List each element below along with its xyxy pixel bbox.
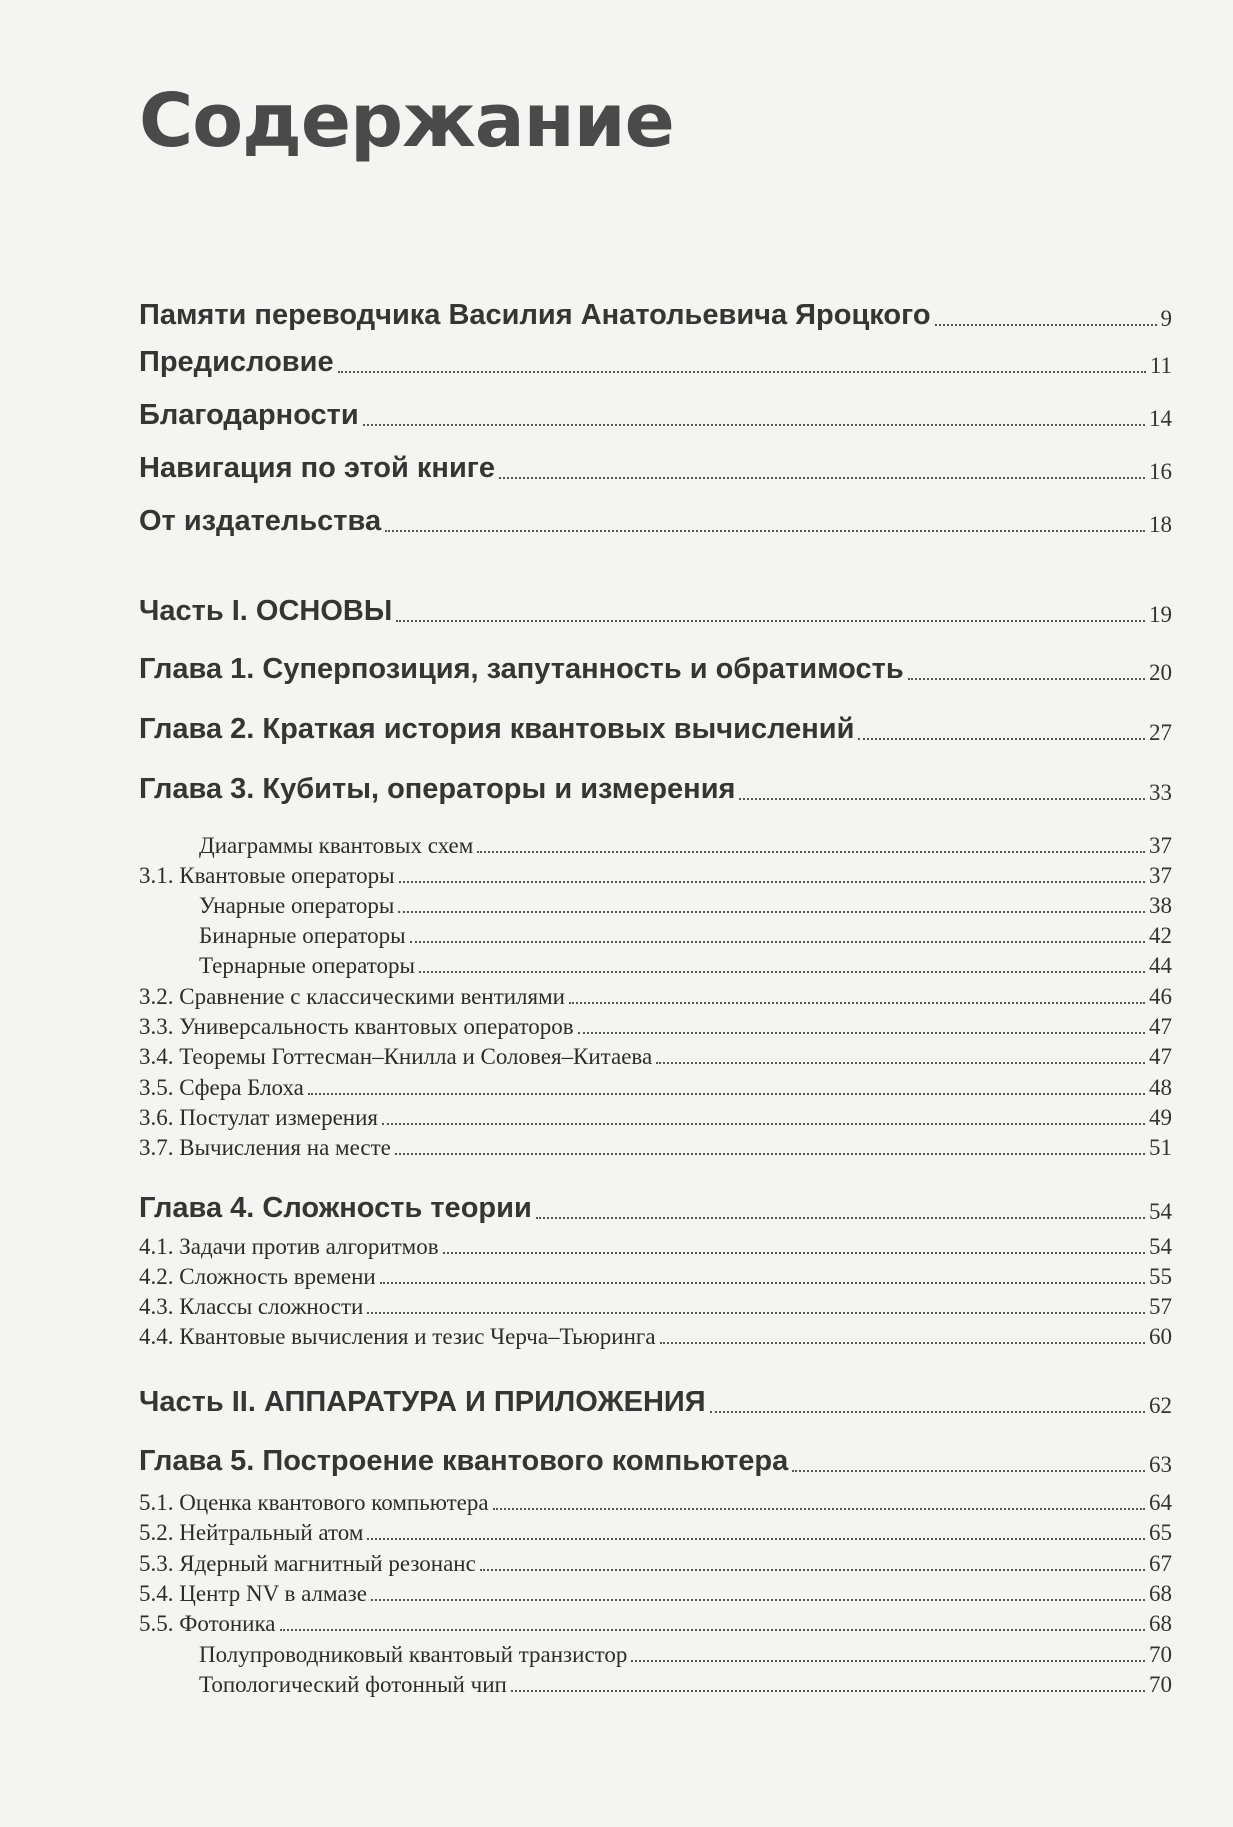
toc-entry-label: 5.5. Фотоника (139, 1611, 276, 1636)
toc-entry (139, 292, 1172, 332)
page-title: Содержание (139, 78, 674, 164)
dot-leader (578, 1032, 1145, 1034)
dot-leader (935, 324, 1157, 326)
dot-leader (280, 1629, 1145, 1631)
toc-entry (139, 1379, 1172, 1419)
toc-entry-label: 4.4. Квантовые вычисления и тезис Черча–Тьюринга (139, 1324, 656, 1349)
toc-entry (139, 889, 1172, 919)
toc-entry (139, 1101, 1172, 1131)
toc-entry (139, 919, 1172, 949)
toc-entry-label: 3.4. Теоремы Готтесман–Книлла и Соловея–Китаева (139, 1044, 653, 1069)
toc-entry (139, 1131, 1172, 1161)
toc-entry-label: Бинарные операторы (199, 923, 406, 948)
toc-entry (139, 498, 1172, 538)
toc-entry-page: 63 (1149, 1452, 1172, 1477)
toc-entry (139, 1320, 1172, 1350)
toc-entry-label: 3.3. Универсальность квантовых операторов (139, 1014, 574, 1039)
dot-leader (399, 881, 1145, 883)
dot-leader (499, 477, 1145, 479)
dot-leader (477, 851, 1145, 853)
toc-entry (139, 339, 1172, 379)
dot-leader (858, 738, 1145, 740)
toc-entry-page: 54 (1149, 1234, 1172, 1259)
dot-leader (367, 1538, 1145, 1540)
toc-entry (139, 1071, 1172, 1101)
toc-entry-page: 70 (1149, 1642, 1172, 1667)
dot-leader (511, 1690, 1145, 1692)
toc-entry-label: 5.2. Нейтральный атом (139, 1520, 364, 1545)
toc-entry-label: 5.3. Ядерный магнитный резонанс (139, 1551, 476, 1576)
toc-entry (139, 1438, 1172, 1478)
dot-leader (443, 1252, 1145, 1254)
toc-entry-page: 64 (1149, 1490, 1172, 1515)
toc-entry-page: 42 (1149, 923, 1172, 948)
toc-entry-label: Глава 3. Кубиты, операторы и измерения (139, 773, 736, 805)
toc-entry (139, 1260, 1172, 1290)
toc-entry-label: От издательства (139, 505, 382, 537)
dot-leader (739, 798, 1145, 800)
toc-entry (139, 646, 1172, 686)
toc-entry-page: 19 (1149, 602, 1172, 627)
toc-entry-label: Диаграммы квантовых схем (199, 833, 474, 858)
toc-entry (139, 588, 1172, 628)
toc-entry (139, 1230, 1172, 1260)
toc-entry (139, 829, 1172, 859)
dot-leader (410, 941, 1145, 943)
toc-entry-page: 47 (1149, 1014, 1172, 1039)
dot-leader (308, 1093, 1145, 1095)
toc-entry-page: 68 (1149, 1611, 1172, 1636)
dot-leader (395, 1153, 1145, 1155)
toc-entry-label: 5.1. Оценка квантового компьютера (139, 1490, 489, 1515)
toc-entry-page: 62 (1149, 1393, 1172, 1418)
toc-entry-page: 16 (1149, 459, 1172, 484)
toc-entry (139, 445, 1172, 485)
toc-entry-label: 4.2. Сложность времени (139, 1264, 376, 1289)
toc-entry-page: 55 (1149, 1264, 1172, 1289)
toc-entry-label: 4.1. Задачи против алгоритмов (139, 1234, 439, 1259)
toc-entry (139, 1516, 1172, 1546)
toc-entry-label: Тернарные операторы (199, 953, 415, 978)
toc-entry (139, 859, 1172, 889)
dot-leader (569, 1002, 1145, 1004)
toc-entry-label: Полупроводниковый квантовый транзистор (199, 1642, 628, 1667)
toc-entry (139, 1040, 1172, 1070)
toc-entry-page: 65 (1149, 1520, 1172, 1545)
toc-entry-page: 33 (1149, 780, 1172, 805)
dot-leader (419, 971, 1145, 973)
toc-entry (139, 949, 1172, 979)
toc-entry-label: Глава 2. Краткая история квантовых вычислений (139, 713, 855, 745)
toc-entry-page: 9 (1160, 306, 1172, 331)
toc-entry-page: 67 (1149, 1551, 1172, 1576)
toc-entry-page: 38 (1149, 893, 1172, 918)
toc-entry-label: 3.6. Постулат измерения (139, 1105, 379, 1130)
dot-leader (480, 1569, 1145, 1571)
toc-entry-page: 14 (1149, 406, 1172, 431)
toc-entry-label: Глава 5. Построение квантового компьютера (139, 1445, 789, 1477)
toc-entry-label: 3.7. Вычисления на месте (139, 1135, 391, 1160)
dot-leader (371, 1599, 1145, 1601)
toc-entry-page: 18 (1149, 512, 1172, 537)
dot-leader (710, 1411, 1145, 1413)
toc-entry (139, 1486, 1172, 1516)
toc-entry (139, 1290, 1172, 1320)
dot-leader (493, 1508, 1145, 1510)
toc-entry-label: Предисловие (139, 346, 334, 378)
toc-entry-page: 27 (1149, 720, 1172, 745)
toc-entry-page: 60 (1149, 1324, 1172, 1349)
toc-entry-label: Благодарности (139, 399, 359, 431)
toc-entry-page: 44 (1149, 953, 1172, 978)
dot-leader (382, 1123, 1145, 1125)
toc-entry-label: Навигация по этой книге (139, 452, 495, 484)
dot-leader (660, 1342, 1145, 1344)
toc-entry (139, 1607, 1172, 1637)
toc-entry-label: 3.1. Квантовые операторы (139, 863, 395, 888)
toc-entry-page: 11 (1149, 353, 1172, 378)
toc-entry-label: Глава 1. Суперпозиция, запутанность и обратимость (139, 653, 904, 685)
toc-entry-label: 4.3. Классы сложности (139, 1294, 364, 1319)
toc-entry (139, 980, 1172, 1010)
dot-leader (363, 424, 1145, 426)
toc-entry-page: 51 (1149, 1135, 1172, 1160)
toc-entry-page: 57 (1149, 1294, 1172, 1319)
toc-entry-page: 68 (1149, 1581, 1172, 1606)
toc-entry-page: 49 (1149, 1105, 1172, 1130)
toc-entry-label: 3.5. Сфера Блоха (139, 1075, 304, 1100)
dot-leader (792, 1470, 1145, 1472)
toc-entry-page: 37 (1149, 833, 1172, 858)
toc-entry-label: Унарные операторы (199, 893, 395, 918)
dot-leader (338, 371, 1146, 373)
dot-leader (367, 1312, 1145, 1314)
toc-entry-label: Памяти переводчика Василия Анатольевича Яроцкого (139, 299, 931, 331)
toc-entry-label: Топологический фотонный чип (199, 1672, 507, 1697)
toc-entry (139, 1577, 1172, 1607)
toc-entry-page: 47 (1149, 1044, 1172, 1069)
toc-entry (139, 392, 1172, 432)
toc-entry-label: Глава 4. Сложность теории (139, 1192, 532, 1224)
toc-entry (139, 1638, 1172, 1668)
dot-leader (396, 620, 1145, 622)
dot-leader (398, 911, 1145, 913)
toc-entry (139, 766, 1172, 806)
toc-entry-page: 70 (1149, 1672, 1172, 1697)
toc-entry-label: 5.4. Центр NV в алмазе (139, 1581, 367, 1606)
toc-entry (139, 1668, 1172, 1698)
toc-entry-label: 3.2. Сравнение с классическими вентилями (139, 984, 565, 1009)
toc-entry-page: 20 (1149, 660, 1172, 685)
toc-entry-label: Часть I. ОСНОВЫ (139, 595, 393, 627)
dot-leader (631, 1660, 1145, 1662)
toc-entry-page: 46 (1149, 984, 1172, 1009)
dot-leader (380, 1282, 1145, 1284)
dot-leader (908, 678, 1145, 680)
toc-entry-page: 37 (1149, 863, 1172, 888)
dot-leader (385, 530, 1145, 532)
toc-entry (139, 1185, 1172, 1225)
toc-entry-label: Часть II. АППАРАТУРА И ПРИЛОЖЕНИЯ (139, 1386, 706, 1418)
toc-entry (139, 1010, 1172, 1040)
dot-leader (536, 1217, 1145, 1219)
dot-leader (656, 1062, 1145, 1064)
toc-entry (139, 706, 1172, 746)
toc-entry-page: 48 (1149, 1075, 1172, 1100)
toc-entry-page: 54 (1149, 1199, 1172, 1224)
toc-entry (139, 1547, 1172, 1577)
